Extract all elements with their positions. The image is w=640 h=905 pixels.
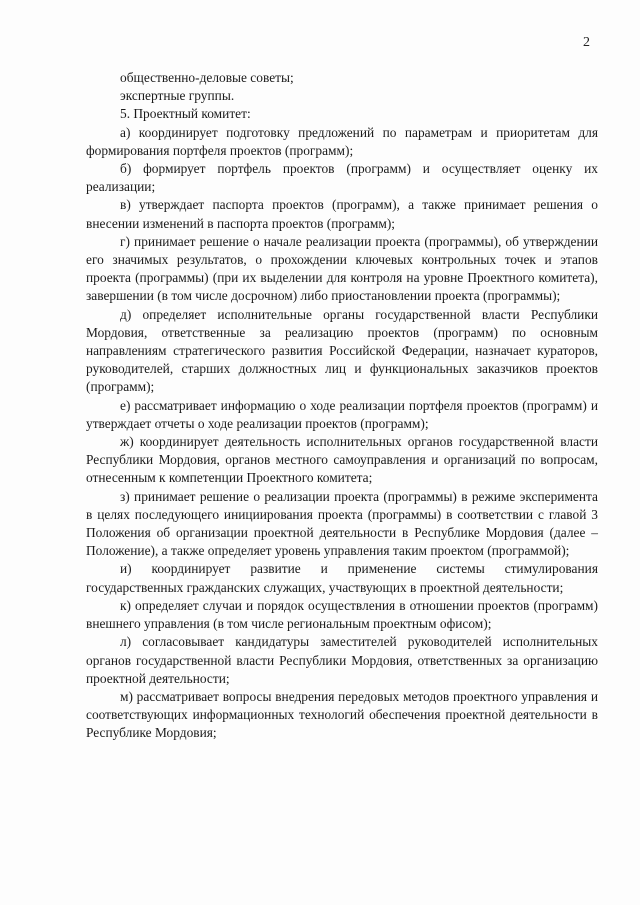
list-item-zh: ж) координирует деятельность исполнительных органов государственной власти Республики Мордовия, органов местного самоуправления и организаций по вопросам, отнесенным к компетенции Проектного комитета; xyxy=(86,434,598,486)
paragraph-item: экспертные группы. xyxy=(120,88,235,104)
list-item-d: д) определяет исполнительные органы государственной власти Республики Мордовия, ответственные за реализацию проектов (программ) по основным направлениям стратегического развития Российской Федерации, назначает кураторов, руководителей, старших должностных лиц и функциональных заказчиков проектов (программ); xyxy=(86,306,598,395)
list-item-i: и) координирует развитие и применение системы стимулирования государственных гражданских служащих, участвующих в проектной деятельности; xyxy=(86,561,598,595)
list-item-v: в) утверждает паспорта проектов (программ), а также принимает решения о внесении изменений в паспорта проектов (программ); xyxy=(86,197,598,231)
list-item-z: з) принимает решение о реализации проекта (программы) в режиме эксперимента в целях последующего инициирования проекта (программы) в соответствии с главой 3 Положения об организации проектной деятельности в Республике Мордовия (далее – Положение), а также определяет уровень управления таким проектом (программой); xyxy=(86,488,598,559)
paragraph-item: общественно-деловые советы; xyxy=(120,70,294,85)
list-item-k: к) определяет случаи и порядок осуществления в отношении проектов (программ) внешнего управления (в том числе региональным проектным офисом); xyxy=(86,597,598,632)
list-item-m: м) рассматривает вопросы внедрения передовых методов проектного управления и соответствующих информационных технологий обеспечения проектной деятельности в Республике Мордовия; xyxy=(86,688,598,741)
document-body xyxy=(86,69,598,743)
list-item-b: б) формирует портфель проектов (программ) и осуществляет оценку их реализации; xyxy=(86,161,598,195)
list-item-e: е) рассматривает информацию о ходе реализации портфеля проектов (программ) и утверждает отчеты о ходе реализации проектов (программ); xyxy=(86,397,598,431)
list-item-l: л) согласовывает кандидатуры заместителей руководителей исполнительных органов государственной власти Республики Мордовия, ответственных за организацию проектной деятельности; xyxy=(86,634,598,686)
list-item-g: г) принимает решение о начале реализации проекта (программы), об утверждении его значимых результатов, о прохождении ключевых контрольных точек и этапов проекта (программы) (при их выделении для контроля на уровне Проектного комитета), завершении (в том числе досрочном) либо приостановлении проекта (программы); xyxy=(86,233,598,304)
page-number: 2 xyxy=(583,35,590,50)
list-item-a: а) координирует подготовку предложений по параметрам и приоритетам для формирования портфеля проектов (программ); xyxy=(86,124,598,158)
section-heading: 5. Проектный комитет: xyxy=(120,106,251,122)
